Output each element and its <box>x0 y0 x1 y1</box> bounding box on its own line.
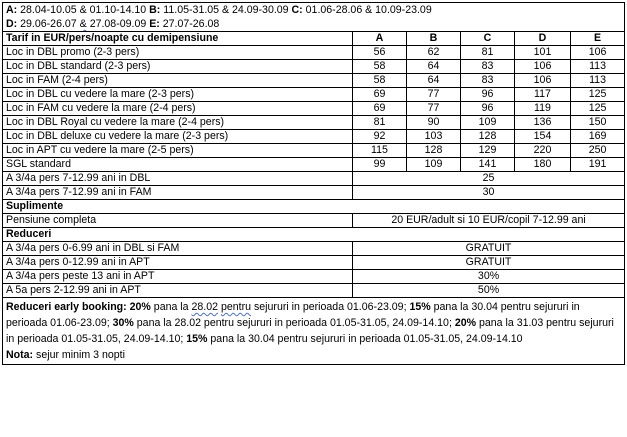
price-cell: 128 <box>407 144 461 158</box>
price-cell: 69 <box>353 102 407 116</box>
price-cell: 119 <box>515 102 571 116</box>
price-table <box>2 2 625 365</box>
reduction-value: GRATUIT <box>353 256 625 270</box>
early-booking-percent: 15% <box>186 333 208 345</box>
period-d-ampersand: & <box>79 18 87 30</box>
period-b-key: B: <box>149 4 161 16</box>
price-cell: 106 <box>515 74 571 88</box>
price-cell: 129 <box>461 144 515 158</box>
price-cell: 77 <box>407 88 461 102</box>
period-d-dates-1: 29.06-26.07 <box>20 18 77 30</box>
periods-row <box>3 3 625 32</box>
row-label: SGL standard <box>3 158 353 172</box>
reduction-value: 50% <box>353 284 625 298</box>
reduction-value: 30% <box>353 270 625 284</box>
early-booking-row <box>3 298 625 365</box>
price-cell: 92 <box>353 130 407 144</box>
price-cell: 58 <box>353 60 407 74</box>
price-cell: 128 <box>461 130 515 144</box>
price-cell: 136 <box>515 116 571 130</box>
reduction-label: A 5a pers 2-12.99 ani in APT <box>3 284 353 298</box>
row-label: Loc in DBL promo (2-3 pers) <box>3 46 353 60</box>
periods-cell <box>3 3 625 32</box>
price-cell: 83 <box>461 60 515 74</box>
price-cell: 81 <box>461 46 515 60</box>
row-label: Loc in DBL cu vedere la mare (2-3 pers) <box>3 88 353 102</box>
early-booking-cell <box>3 298 625 365</box>
price-cell: 109 <box>407 158 461 172</box>
price-cell: 56 <box>353 46 407 60</box>
child-row <box>3 172 625 186</box>
early-booking-text: pana la 31.03 pentru sejururi in perioada 01.05-31.05, 24.09-14.10; <box>6 317 614 345</box>
price-cell: 169 <box>571 130 625 144</box>
table-row <box>3 144 625 158</box>
reduction-row <box>3 284 625 298</box>
reduction-row <box>3 256 625 270</box>
price-cell: 96 <box>461 102 515 116</box>
reduction-label: A 3/4a pers peste 13 ani in APT <box>3 270 353 284</box>
table-row <box>3 46 625 60</box>
early-booking-text: pana la 30.04 pentru sejururi in perioada 01.05-31.05, 24.09-14.10 <box>210 333 523 345</box>
note-text: sejur minim 3 nopti <box>36 349 125 361</box>
header-label: Tarif in EUR/pers/noapte cu demipensiune <box>3 32 353 46</box>
reductions-heading: Reduceri <box>3 228 625 242</box>
price-cell: 81 <box>353 116 407 130</box>
early-booking-text: pentru <box>220 301 252 313</box>
supplement-row <box>3 214 625 228</box>
child-row-label: A 3/4a pers 7-12.99 ani in DBL <box>3 172 353 186</box>
price-cell: 150 <box>571 116 625 130</box>
price-cell: 154 <box>515 130 571 144</box>
early-booking-percent: 20% <box>129 301 151 313</box>
price-cell: 125 <box>571 102 625 116</box>
supplements-heading-row <box>3 200 625 214</box>
price-cell: 125 <box>571 88 625 102</box>
row-label: Loc in DBL standard (2-3 pers) <box>3 60 353 74</box>
period-a-key: A: <box>6 4 18 16</box>
reduction-value: GRATUIT <box>353 242 625 256</box>
early-booking-text: pana la 28.02 pentru sejururi in perioada 01.05-31.05, 24.09-14.10; <box>136 317 452 329</box>
price-cell: 106 <box>571 46 625 60</box>
table-row <box>3 130 625 144</box>
period-a-dates: 28.04-10.05 & 01.10-14.10 <box>20 4 147 16</box>
period-c-dates: 01.06-28.06 & 10.09-23.09 <box>305 4 432 16</box>
price-cell: 58 <box>353 74 407 88</box>
early-booking-text: pana la 30.04 pentru sejururi in perioada 01.06-23.09; <box>6 301 580 329</box>
price-cell: 64 <box>407 60 461 74</box>
supplement-label: Pensiune completa <box>3 214 353 228</box>
column-header-c: C <box>461 32 515 46</box>
column-header-d: D <box>515 32 571 46</box>
period-d-key: D: <box>6 18 18 30</box>
row-label: Loc in FAM cu vedere la mare (2-4 pers) <box>3 102 353 116</box>
price-cell: 99 <box>353 158 407 172</box>
price-cell: 64 <box>407 74 461 88</box>
column-header-a: A <box>353 32 407 46</box>
price-cell: 62 <box>407 46 461 60</box>
supplements-heading: Suplimente <box>3 200 625 214</box>
period-c-key: C: <box>291 4 303 16</box>
reduction-row <box>3 270 625 284</box>
supplement-value: 20 EUR/adult si 10 EUR/copil 7-12.99 ani <box>353 214 625 228</box>
period-e-dates: 27.07-26.08 <box>162 18 220 30</box>
table-row <box>3 60 625 74</box>
price-cell: 117 <box>515 88 571 102</box>
early-booking-percent: 20% <box>454 317 477 329</box>
price-cell: 115 <box>353 144 407 158</box>
price-cell: 83 <box>461 74 515 88</box>
row-label: Loc in FAM (2-4 pers) <box>3 74 353 88</box>
row-label: Loc in DBL deluxe cu vedere la mare (2-3 pers) <box>3 130 353 144</box>
child-row-label: A 3/4a pers 7-12.99 ani in FAM <box>3 186 353 200</box>
price-cell: 69 <box>353 88 407 102</box>
reductions-heading-row <box>3 228 625 242</box>
price-cell: 90 <box>407 116 461 130</box>
price-cell: 220 <box>515 144 571 158</box>
table-row <box>3 158 625 172</box>
child-row-value: 25 <box>353 172 625 186</box>
price-cell: 141 <box>461 158 515 172</box>
price-cell: 96 <box>461 88 515 102</box>
early-booking-date: 28.02 <box>191 301 219 313</box>
row-label: Loc in DBL Royal cu vedere la mare (2-4 pers) <box>3 116 353 130</box>
period-b-dates: 11.05-31.05 & 24.09-30.09 <box>163 4 289 16</box>
price-cell: 113 <box>571 60 625 74</box>
price-cell: 106 <box>515 60 571 74</box>
early-booking-percent: 15% <box>409 301 431 313</box>
early-booking-title: Reduceri early booking: <box>6 301 127 313</box>
price-cell: 250 <box>571 144 625 158</box>
reduction-label: A 3/4a pers 0-6.99 ani in DBL si FAM <box>3 242 353 256</box>
table-row <box>3 116 625 130</box>
table-row <box>3 102 625 116</box>
table-row <box>3 74 625 88</box>
price-cell: 113 <box>571 74 625 88</box>
child-row <box>3 186 625 200</box>
price-cell: 103 <box>407 130 461 144</box>
period-e-key: E: <box>149 18 160 30</box>
header-row <box>3 32 625 46</box>
early-booking-percent: 30% <box>112 317 134 329</box>
period-d-dates-2: 27.08-09.09 <box>89 18 147 30</box>
row-label: Loc in APT cu vedere la mare (2-5 pers) <box>3 144 353 158</box>
price-cell: 191 <box>571 158 625 172</box>
table-row <box>3 88 625 102</box>
price-cell: 77 <box>407 102 461 116</box>
reduction-label: A 3/4a pers 0-12.99 ani in APT <box>3 256 353 270</box>
child-row-value: 30 <box>353 186 625 200</box>
price-cell: 101 <box>515 46 571 60</box>
early-booking-text: sejururi in perioada 01.06-23.09; <box>253 301 407 313</box>
price-cell: 109 <box>461 116 515 130</box>
reduction-row <box>3 242 625 256</box>
column-header-b: B <box>407 32 461 46</box>
column-header-e: E <box>571 32 625 46</box>
early-booking-text: pana la <box>153 301 189 313</box>
price-cell: 180 <box>515 158 571 172</box>
note-label: Nota: <box>6 349 34 361</box>
